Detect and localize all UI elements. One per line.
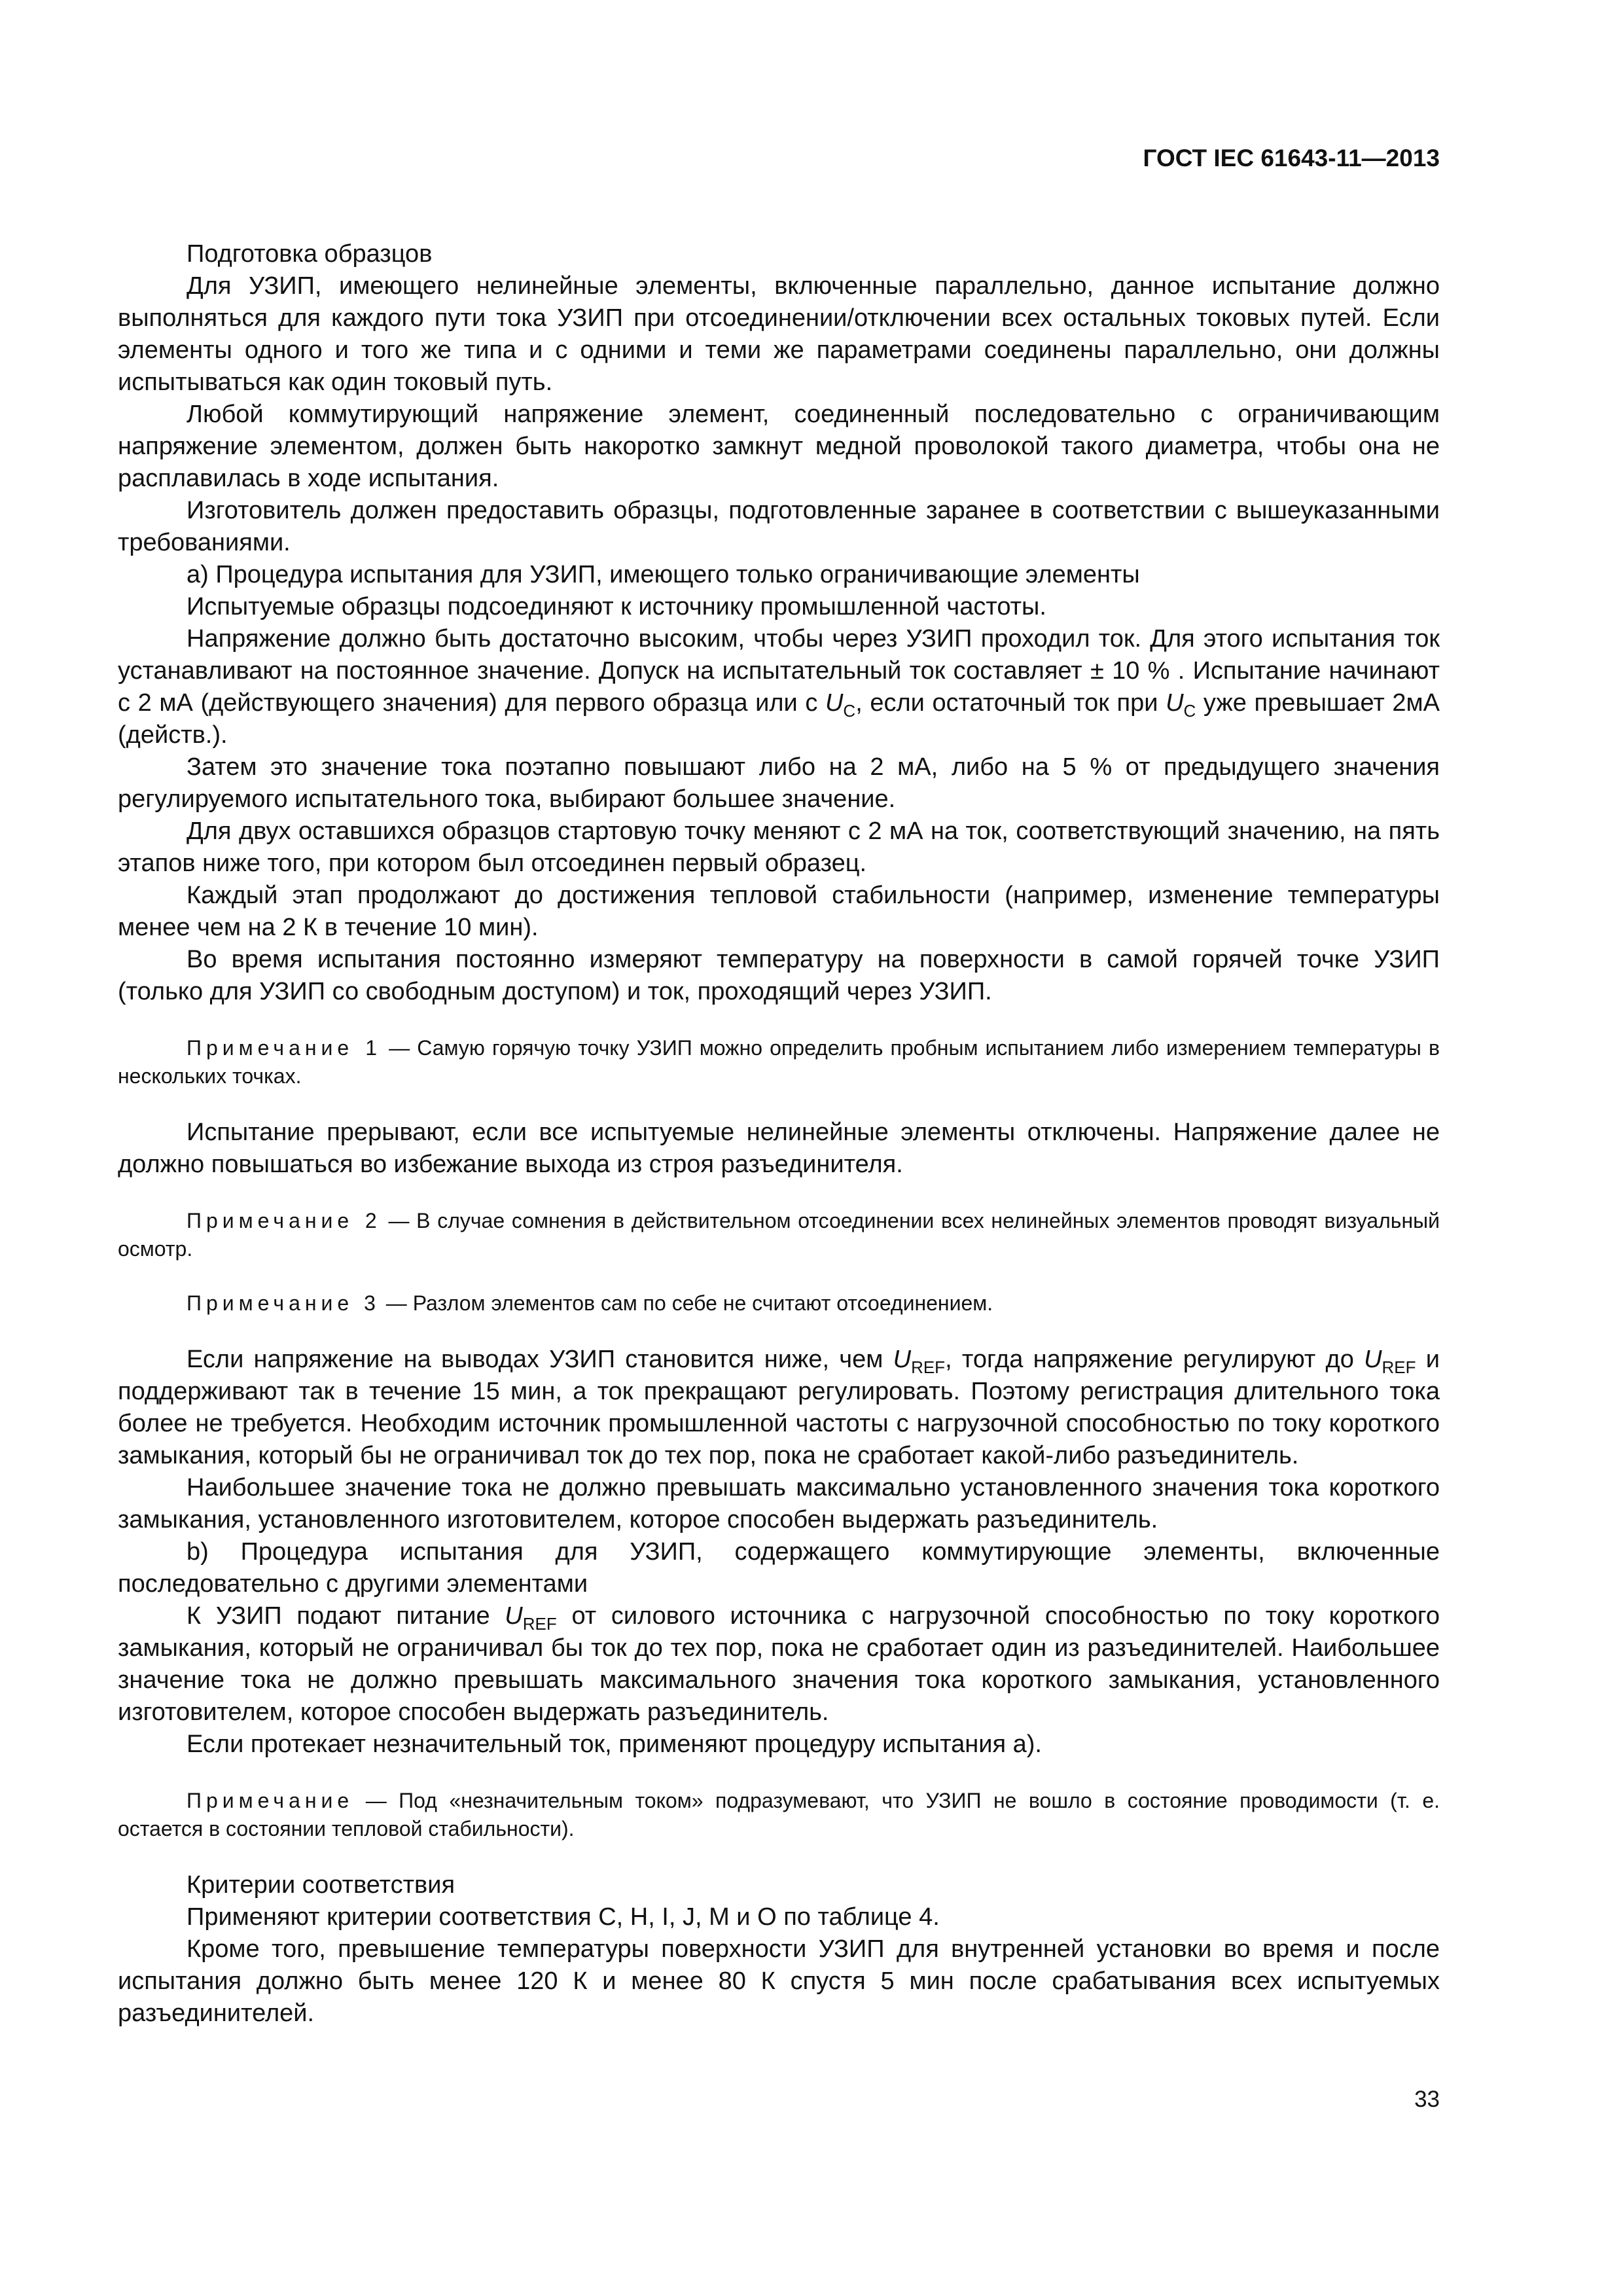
note-1 [118,1034,1440,1090]
subscript-ref: REF [1382,1357,1416,1377]
text-run: , тогда напряжение регулируют до [945,1346,1364,1373]
text-run: от силового источника с нагрузочной способностью по току короткого замыкания, который не ограничивал бы ток до тех пор, пока не сработает один из разъединителей. Наибольшее значение тока не должно превышать максимального значения тока короткого замыкания, установленного изготовителем, которое способен выдержать разъединитель. [118,1602,1440,1726]
symbol-u: U [505,1602,523,1630]
text-run: К УЗИП подают питание [187,1602,505,1630]
paragraph-with-formula [118,623,1440,751]
paragraph: Для УЗИП, имеющего нелинейные элементы, включенные параллельно, данное испытание должно выполняться для каждого пути тока УЗИП при отсоединении/отключении всех остальных токовых путей. Если элементы одного и того же типа и с одними и теми же параметрами соединены параллельно, они должны испытываться как один токовый путь. [118,272,1440,396]
note-text: — В случае сомнения в действительном отсоединении всех нелинейных элементов проводят визуальный осмотр. [118,1209,1440,1261]
paragraph: Изготовитель должен предоставить образцы, подготовленные заранее в соответствии с вышеуказанными требованиями. [118,497,1440,556]
note-text: — Самую горячую точку УЗИП можно определить пробным испытанием либо измерением температуры в нескольких точках. [118,1036,1440,1088]
symbol-u: U [893,1346,912,1373]
paragraph: Любой коммутирующий напряжение элемент, соединенный последовательно с ограничивающим напряжение элементом, должен быть накоротко замкнут медной проволокой такого диаметра, чтобы она не расплавилась в ходе испытания. [118,401,1440,492]
symbol-u: U [1364,1346,1382,1373]
subscript-c: C [1183,701,1196,721]
standard-header: ГОСТ IEC 61643-11—2013 [1143,145,1440,171]
paragraph: Испытуемые образцы подсоединяют к источнику промышленной частоты. [187,593,1046,620]
note-2 [118,1207,1440,1263]
symbol-u: U [1166,689,1184,717]
paragraph-criteria-heading: Критерии соответствия [187,1871,455,1899]
paragraph-procedure-b-heading: b) Процедура испытания для УЗИП, содержащего коммутирующие элементы, включенные последовательно с другими элементами [118,1538,1440,1598]
paragraph: Применяют критерии соответствия C, H, I, J, M и O по таблице 4. [187,1903,940,1931]
paragraph: Затем это значение тока поэтапно повышают либо на 2 мА, либо на 5 % от предыдущего значения регулируемого испытательного тока, выбирают большее значение. [118,753,1440,813]
paragraph-with-formula [118,1600,1440,1729]
paragraph-sample-prep-heading: Подготовка образцов [187,240,433,268]
paragraph-procedure-a-heading: а) Процедура испытания для УЗИП, имеющего только ограничивающие элементы [187,561,1140,588]
page-number: 33 [1414,2087,1440,2112]
note-label: Примечание 3 [187,1291,380,1315]
text-run: и поддерживают так в течение 15 мин, а ток прекращают регулировать. Поэтому регистрация длительного тока более не требуется. Необходим источник промышленной частоты с нагрузочной способностью по току короткого замыкания, который бы не ограничивал ток до тех пор, пока не сработает какой-либо разъединитель. [118,1346,1440,1469]
text-run: уже превышает 2мА (действ.). [118,689,1440,749]
subscript-c: C [843,701,856,721]
symbol-u: U [825,689,844,717]
note-label: Примечание 1 [187,1036,382,1060]
text-run: Если напряжение на выводах УЗИП становится ниже, чем [187,1346,893,1373]
subscript-ref: REF [522,1614,557,1634]
paragraph: Кроме того, превышение температуры поверхности УЗИП для внутренней установки во время и после испытания должно быть менее 120 К и менее 80 К спустя 5 мин после срабатывания всех испытуемых разъединителей. [118,1935,1440,2027]
note-4 [118,1787,1440,1843]
text-run: Напряжение должно быть достаточно высоким, чтобы через УЗИП проходил ток. Для этого испытания ток устанавливают на постоянное значение. Допуск на испытательный ток составляет ± 10 % . Испытание начинают с 2 мА (действующего значения) для первого образца или с [118,625,1440,717]
paragraph: Испытание прерывают, если все испытуемые нелинейные элементы отключены. Напряжение далее не должно повышаться во избежание выхода из строя разъединителя. [118,1119,1440,1178]
subscript-ref: REF [911,1357,946,1377]
paragraph: Если протекает незначительный ток, применяют процедуру испытания а). [187,1731,1042,1758]
note-3 [118,1289,1440,1318]
paragraph: Каждый этап продолжают до достижения тепловой стабильности (например, изменение температуры менее чем на 2 К в течение 10 мин). [118,882,1440,941]
note-label: Примечание [187,1789,354,1812]
paragraph: Наибольшее значение тока не должно превышать максимально установленного значения тока короткого замыкания, установленного изготовителем, которое способен выдержать разъединитель. [118,1474,1440,1534]
paragraph: Для двух оставшихся образцов стартовую точку меняют с 2 мА на ток, соответствующий значению, на пять этапов ниже того, при котором был отсоединен первый образец. [118,817,1440,877]
note-text: — Разлом элементов сам по себе не считают отсоединением. [380,1291,993,1315]
note-label: Примечание 2 [187,1209,382,1232]
text-run: , если остаточный ток при [855,689,1166,717]
paragraph: Во время испытания постоянно измеряют температуру на поверхности в самой горячей точке УЗИП (только для УЗИП со свободным доступом) и ток, проходящий через УЗИП. [118,946,1440,1005]
document-page [118,144,1440,2030]
note-text: — Под «незначительным током» подразумевают, что УЗИП не вошло в состояние проводимости (т. е. остается в состоянии тепловой стабильности). [118,1789,1440,1840]
paragraph-with-formula [118,1344,1440,1472]
